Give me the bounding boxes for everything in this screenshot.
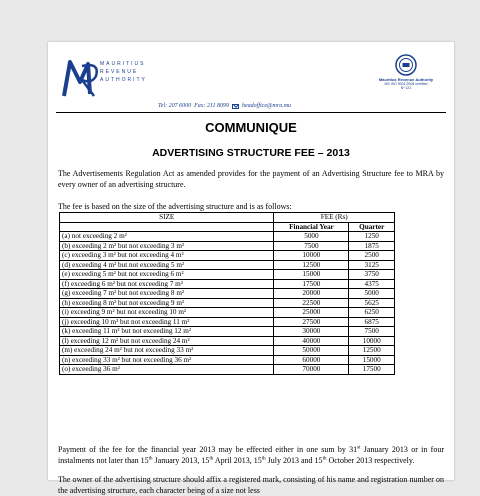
table-row [60, 336, 395, 346]
financial-year-cell: 15000 [274, 270, 349, 280]
quarter-cell: 6875 [349, 317, 395, 327]
size-cell: (h) exceeding 8 m² but not exceeding 9 m² [60, 298, 274, 308]
fee-basis-paragraph: The fee is based on the size of the advertising structure and is as follows: [58, 202, 292, 211]
financial-year-cell: 5000 [274, 232, 349, 242]
payment-text: Payment of the fee for the financial year 2013 may be effected either in one sum by 31 [58, 445, 358, 454]
table-header-row [60, 213, 395, 223]
size-cell: (c) exceeding 3 m² but not exceeding 4 m² [60, 251, 274, 261]
table-row [60, 270, 395, 280]
fee-table [59, 212, 395, 375]
seal-number: Nº 121 [400, 86, 412, 90]
financial-year-cell: 12500 [274, 260, 349, 270]
quarter-cell: 5625 [349, 298, 395, 308]
payment-text: July 2013 and 15 [265, 456, 323, 465]
contact-line [158, 103, 291, 109]
ordinal-suffix: th [322, 456, 327, 462]
quarter-cell: 2500 [349, 251, 395, 261]
payment-text: April 2013, 15 [213, 456, 262, 465]
financial-year-cell: 7500 [274, 241, 349, 251]
table-row [60, 251, 395, 261]
page-title: COMMUNIQUE [205, 120, 297, 135]
table-row [60, 317, 395, 327]
quarter-header: Quarter [349, 222, 395, 232]
quarter-cell: 1250 [349, 232, 395, 242]
quarter-cell: 3125 [349, 260, 395, 270]
financial-year-cell: 60000 [274, 355, 349, 365]
financial-year-cell: 22500 [274, 298, 349, 308]
ordinal-suffix: th [148, 456, 153, 462]
table-row [60, 346, 395, 356]
size-cell: (j) exceeding 10 m² but not exceeding 11 m² [60, 317, 274, 327]
financial-year-cell: 20000 [274, 289, 349, 299]
quarter-cell: 12500 [349, 346, 395, 356]
table-row [60, 327, 395, 337]
quarter-cell: 6250 [349, 308, 395, 318]
table-row [60, 232, 395, 242]
size-cell: (f) exceeding 6 m² but not exceeding 7 m² [60, 279, 274, 289]
size-cell: (i) exceeding 9 m² but not exceeding 10 m² [60, 308, 274, 318]
size-cell: (a) not exceeding 2 m² [60, 232, 274, 242]
seal-cert: MS ISO 9001:2008 certified [384, 82, 428, 86]
owner-paragraph: The owner of the advertising structure should affix a registered mark, consisting of his name and registration number on the advertising structure, each character being of a size not less [58, 475, 444, 495]
payment-paragraph [58, 444, 444, 466]
table-row [60, 308, 395, 318]
size-column-header: SIZE [60, 213, 274, 223]
ordinal-suffix: th [209, 456, 214, 462]
payment-text: January 2013, 15 [152, 456, 210, 465]
ordinal-suffix: st [357, 445, 361, 451]
contact-fax: Fax: 211 8099 [194, 103, 230, 109]
financial-year-cell: 27500 [274, 317, 349, 327]
payment-text: October 2013 respectively. [326, 456, 415, 465]
financial-year-cell: 10000 [274, 251, 349, 261]
document-page [48, 42, 454, 495]
logo-line: AUTHORITY [100, 77, 147, 83]
fee-table-body [60, 232, 395, 375]
table-row [60, 355, 395, 365]
size-cell: (e) exceeding 5 m² but not exceeding 6 m² [60, 270, 274, 280]
intro-paragraph: The Advertisements Regulation Act as amended provides for the payment of an Advertising Structure fee to MRA by every owner of an advertising structure. [58, 169, 444, 189]
table-row [60, 365, 395, 375]
page-subtitle: ADVERTISING STRUCTURE FEE – 2013 [152, 147, 350, 159]
mra-logo-icon [60, 56, 100, 100]
financial-year-cell: 70000 [274, 365, 349, 375]
size-cell: (m) exceeding 24 m² but not exceeding 33 m² [60, 346, 274, 356]
empty-header-cell [60, 222, 274, 232]
table-row [60, 241, 395, 251]
seal-icon [395, 54, 417, 76]
quarter-cell: 4375 [349, 279, 395, 289]
table-subheader-row [60, 222, 395, 232]
header-divider [56, 112, 446, 113]
size-cell: (n) exceeding 33 m² but not exceeding 36 m² [60, 355, 274, 365]
financial-year-cell: 40000 [274, 336, 349, 346]
financial-year-cell: 50000 [274, 346, 349, 356]
seal-name: Mauritius Revenue Authority [378, 77, 434, 82]
size-cell: (l) exceeding 12 m² but not exceeding 24 m² [60, 336, 274, 346]
financial-year-cell: 17500 [274, 279, 349, 289]
logo-text [100, 60, 147, 84]
quarter-cell: 5000 [349, 289, 395, 299]
table-row [60, 298, 395, 308]
logo-line: MAURITIUS [100, 61, 146, 67]
contact-email[interactable]: headoffice@mra.mu [242, 103, 292, 109]
fee-column-header: FEE (Rs) [274, 213, 395, 223]
contact-tel: Tel: 207 6000 [158, 103, 192, 109]
financial-year-cell: 25000 [274, 308, 349, 318]
certification-seal [376, 54, 436, 90]
mra-logo [60, 56, 190, 104]
quarter-cell: 1875 [349, 241, 395, 251]
size-cell: (o) exceeding 36 m² [60, 365, 274, 375]
payment-text: January 2013 or in four instalments not later than 15 [58, 445, 444, 465]
quarter-cell: 15000 [349, 355, 395, 365]
quarter-cell: 7500 [349, 327, 395, 337]
table-row [60, 279, 395, 289]
quarter-cell: 17500 [349, 365, 395, 375]
envelope-icon [232, 104, 239, 109]
financial-year-cell: 30000 [274, 327, 349, 337]
quarter-cell: 3750 [349, 270, 395, 280]
ordinal-suffix: th [261, 456, 266, 462]
table-row [60, 289, 395, 299]
table-row [60, 260, 395, 270]
size-cell: (d) exceeding 4 m² but not exceeding 5 m² [60, 260, 274, 270]
financial-year-header: Financial Year [274, 222, 349, 232]
quarter-cell: 10000 [349, 336, 395, 346]
size-cell: (g) exceeding 7 m² but not exceeding 8 m² [60, 289, 274, 299]
size-cell: (k) exceeding 11 m² but not exceeding 12 m² [60, 327, 274, 337]
size-cell: (b) exceeding 2 m² but not exceeding 3 m² [60, 241, 274, 251]
logo-line: REVENUE [100, 69, 139, 75]
